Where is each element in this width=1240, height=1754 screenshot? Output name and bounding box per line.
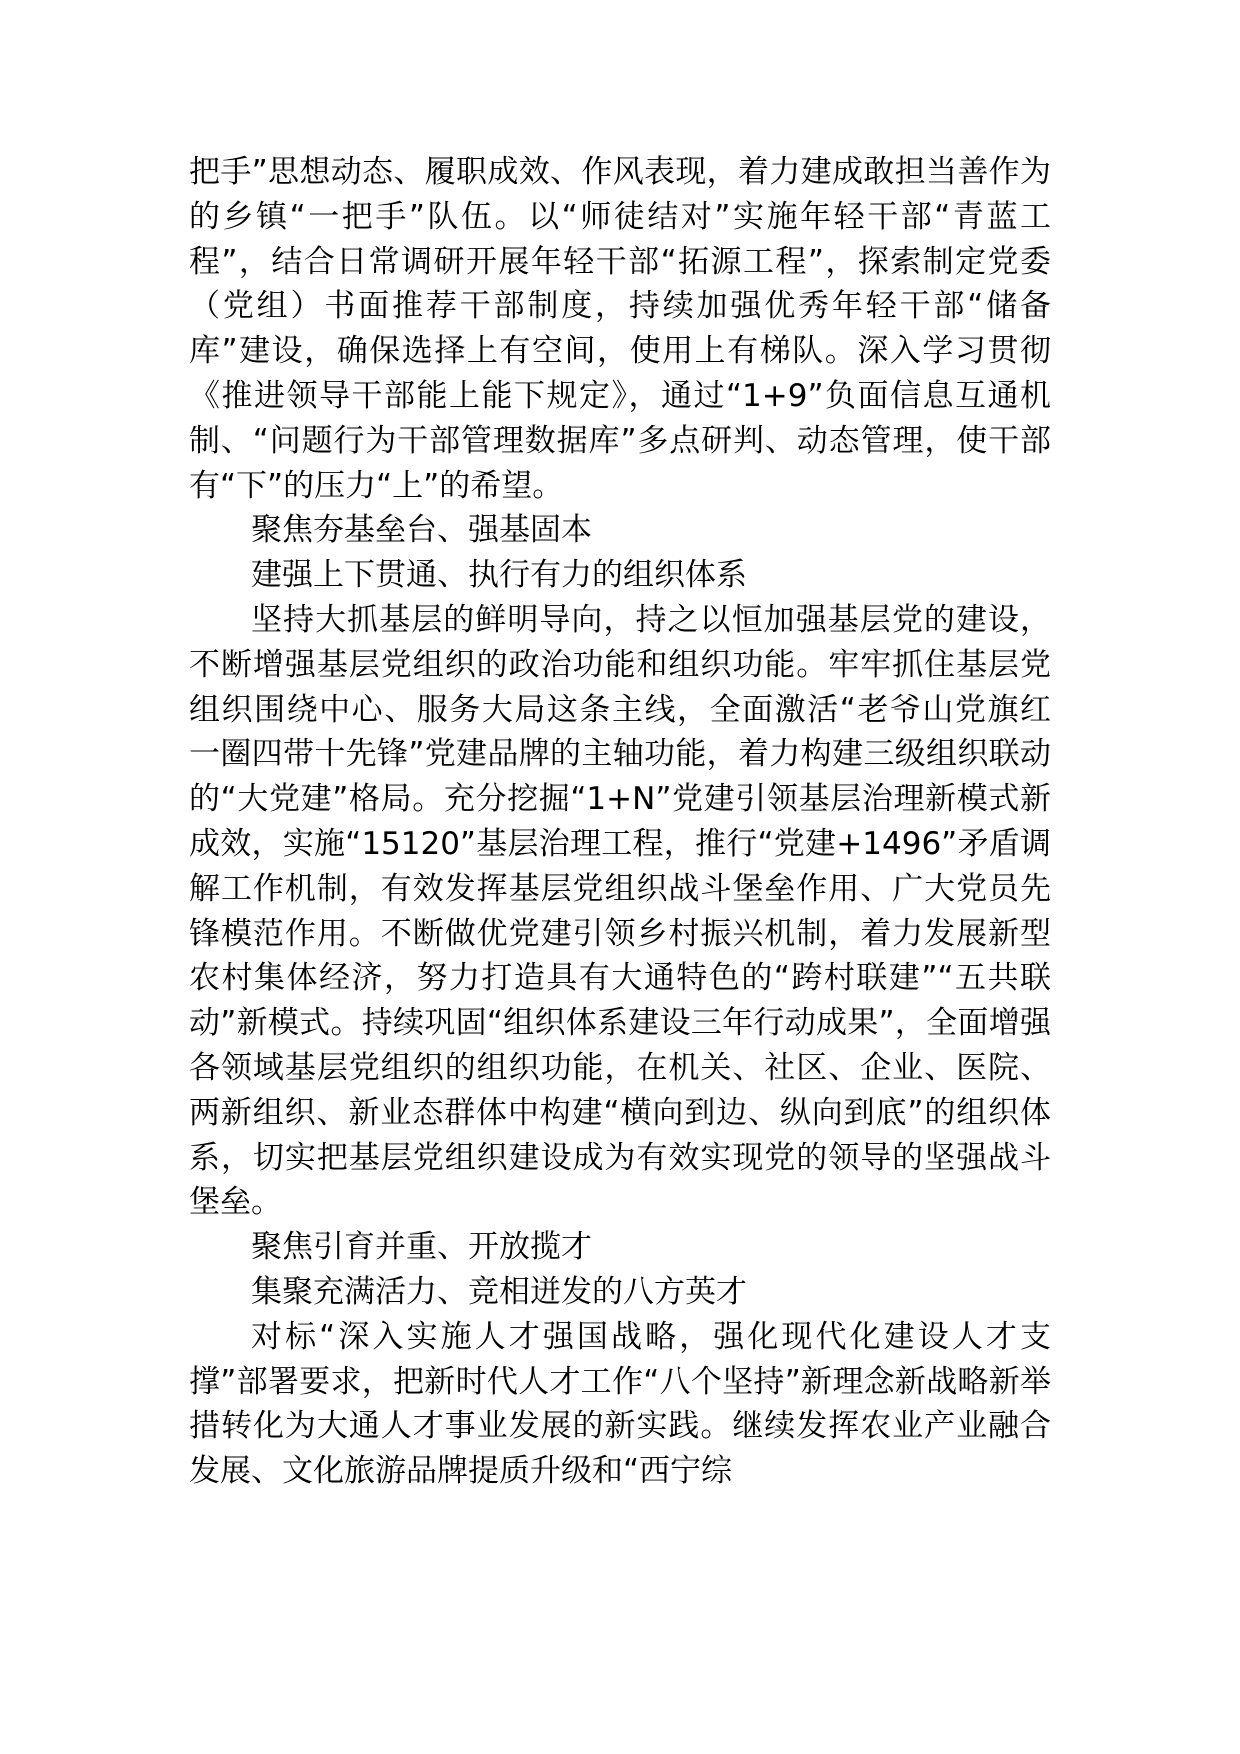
body-paragraph-cadre-management: 把手”思想动态、履职成效、作风表现，着力建成敢担当善作为的乡镇“一把手”队伍。以“师徒结对”实施年轻干部“青蓝工程”，结合日常调研开展年轻干部“拓源工程”，探索制定党委（党组）书面推荐干部制度，持续加强优秀年轻干部“储备库”建设，确保选择上有空间，使用上有梯队。深入学习贯彻《推进领导干部能上能下规定》，通过“1+9”负面信息互通机制、“问题行为干部管理数据库”多点研判、动态管理，使干部有“下”的压力“上”的希望。 bbox=[189, 154, 1051, 504]
section-heading-foundation: 聚焦夯基垒台、强基固本 bbox=[251, 512, 592, 549]
section-subheading-talent-gathering: 集聚充满活力、竞相迸发的八方英才 bbox=[251, 1273, 747, 1310]
body-paragraph-grassroots-party: 坚持大抓基层的鲜明导向，持之以恒加强基层党的建设，不断增强基层党组织的政治功能和组织功能。牢牢抓住基层党组织围绕中心、服务大局这条主线，全面激活“老爷山党旗红 一圈四带十先锋”党建品牌的主轴功能，着力构建三级组织联动的“大党建”格局。充分挖掘“1+N”党建引领基层治理新模式新成效，实施“15120”基层治理工程，推行“党建+1496”矛盾调解工作机制，有效发挥基层党组织战斗堡垒作用、广大党员先锋模范作用。不断做优党建引领乡村振兴机制，着力发展新型农村集体经济，努力打造具有大通特色的“跨村联建”“五共联动”新模式。持续巩固“组织体系建设三年行动成果”，全面增强各领域基层党组织的组织功能，在机关、社区、企业、医院、两新组织、新业态群体中构建“横向到边、纵向到底”的组织体系，切实把基层党组织建设成为有效实现党的领导的坚强战斗堡垒。 bbox=[189, 601, 1051, 1221]
section-heading-talent: 聚焦引育并重、开放揽才 bbox=[251, 1229, 592, 1266]
body-paragraph-talent-strategy: 对标“深入实施人才强国战略，强化现代化建设人才支撑”部署要求，把新时代人才工作“八个坚持”新理念新战略新举措转化为大通人才事业发展的新实践。继续发挥农业产业融合发展、文化旅游品牌提质升级和“西宁综 bbox=[189, 1318, 1051, 1490]
document-page bbox=[189, 150, 1051, 1494]
section-subheading-organization-system: 建强上下贯通、执行有力的组织体系 bbox=[251, 557, 747, 594]
